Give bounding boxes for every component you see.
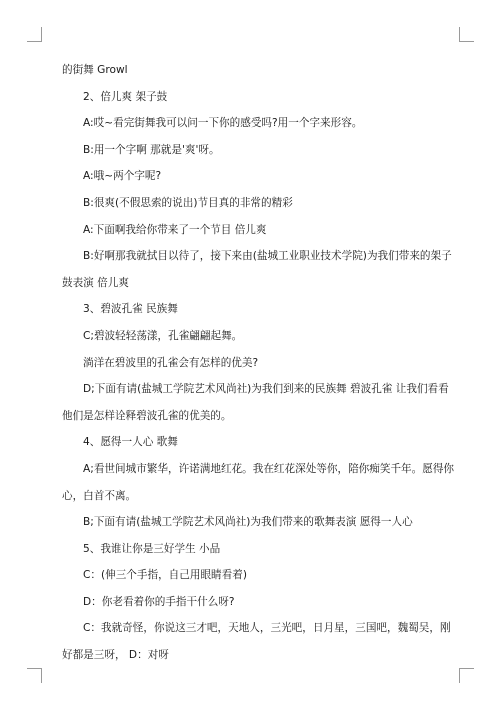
dialogue-line-continued: 心，白首不离。 xyxy=(62,489,137,502)
section-heading: 3、碧波孔雀 民族舞 xyxy=(83,303,178,316)
dialogue-line: D;下面有请(盐城工学院艺术风尚社)为我们到来的民族舞 碧波孔雀 让我们看看 xyxy=(83,383,449,396)
document-body xyxy=(62,62,455,663)
section-heading: 5、我谁让你是三好学生 小品 xyxy=(83,542,221,555)
dialogue-line-continued: 鼓表演 倍儿爽 xyxy=(62,276,129,289)
dialogue-line-continued: 好都是三呀， D：对呀 xyxy=(62,649,169,662)
section-heading: 2、倍儿爽 架子鼓 xyxy=(83,90,168,103)
crop-mark-bottom-left xyxy=(27,668,42,683)
dialogue-line: A;看世间城市繁华，许诺满地红花。我在红花深处等你，陪你痴笑千年。愿得你 xyxy=(83,462,455,475)
crop-mark-bottom-right xyxy=(459,668,474,683)
dialogue-line-continued: 他们是怎样诠释碧波孔雀的优美的。 xyxy=(62,409,232,422)
dialogue-line: 淌洋在碧波里的孔雀会有怎样的优美? xyxy=(83,356,259,369)
section-heading: 4、愿得一人心 歌舞 xyxy=(83,436,178,449)
dialogue-line: A:哎~看完街舞我可以问一下你的感受吗?用一个字来形容。 xyxy=(83,117,363,130)
dialogue-line: B;下面有请(盐城工学院艺术风尚社)为我们带来的歌舞表演 愿得一人心 xyxy=(83,516,413,529)
text-line: 的街舞 Growl xyxy=(62,64,128,76)
dialogue-line: C;碧波轻轻荡漾，孔雀翩翩起舞。 xyxy=(83,329,243,342)
dialogue-line: C：我就奇怪，你说这三才吧，天地人，三光吧，日月星，三国吧，魏蜀吴，刚 xyxy=(83,622,451,635)
dialogue-line: A:下面啊我给你带来了一个节目 倍儿爽 xyxy=(83,223,267,236)
dialogue-line: B:用一个字啊 那就是'爽'呀。 xyxy=(83,143,220,156)
crop-mark-top-left xyxy=(27,27,42,42)
dialogue-line: D：你老看着你的手指干什么呀? xyxy=(83,595,235,608)
crop-mark-top-right xyxy=(459,27,474,42)
dialogue-line: C：(伸三个手指，自己用眼睛看着) xyxy=(83,569,247,582)
dialogue-line: A:哦~两个字呢? xyxy=(83,170,162,183)
dialogue-line: B:很爽(不假思索的说出)节目真的非常的精彩 xyxy=(83,196,293,209)
dialogue-line: B:好啊那我就拭目以待了，接下来由(盐城工业职业技术学院)为我们带来的架子 xyxy=(83,250,452,263)
